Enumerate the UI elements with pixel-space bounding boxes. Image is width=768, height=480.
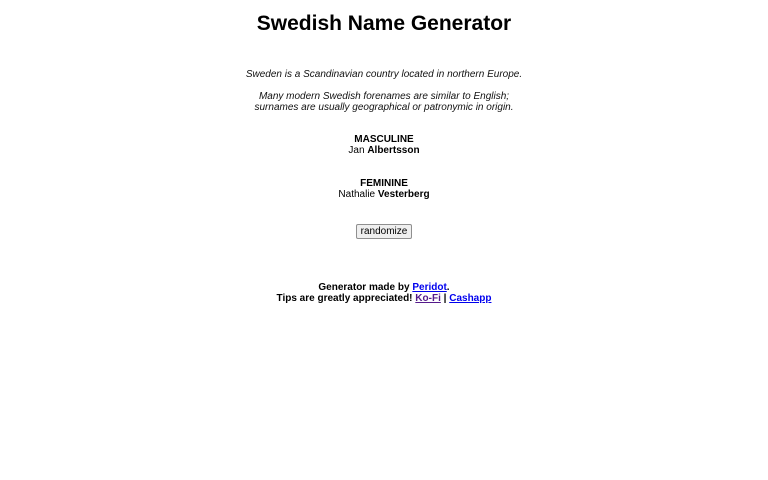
link-separator: | xyxy=(443,293,447,304)
feminine-heading: FEMININE xyxy=(360,178,408,189)
masculine-forename: Jan xyxy=(348,145,365,156)
intro-note xyxy=(0,91,768,113)
intro-line-1: Sweden is a Scandinavian country located in northern Europe. xyxy=(245,69,523,80)
feminine-name xyxy=(0,189,768,200)
feminine-forename: Nathalie xyxy=(338,189,376,200)
cashapp-link[interactable]: Cashapp xyxy=(449,293,492,304)
masculine-heading: MASCULINE xyxy=(354,134,414,145)
masculine-surname: Albertsson xyxy=(367,145,420,156)
author-link[interactable]: Peridot xyxy=(412,282,447,293)
randomize-button[interactable]: randomize xyxy=(356,224,413,239)
tips-prefix: Tips are greatly appreciated! xyxy=(276,293,413,304)
button-container xyxy=(0,221,768,239)
footer xyxy=(0,282,768,304)
intro-line-2: Many modern Swedish forenames are similar to English; xyxy=(258,91,510,102)
intro-line-3: surnames are usually geographical or patronymic in origin. xyxy=(254,102,514,113)
credits-line xyxy=(0,282,768,293)
intro-text xyxy=(0,69,768,80)
made-by-prefix: Generator made by xyxy=(318,282,410,293)
made-by-suffix: . xyxy=(446,282,450,293)
page-title: Swedish Name Generator xyxy=(256,12,512,35)
masculine-name xyxy=(0,145,768,156)
feminine-section xyxy=(0,178,768,200)
masculine-section xyxy=(0,134,768,156)
tips-line xyxy=(0,293,768,304)
kofi-link[interactable]: Ko-Fi xyxy=(415,293,441,304)
feminine-surname: Vesterberg xyxy=(377,189,430,200)
